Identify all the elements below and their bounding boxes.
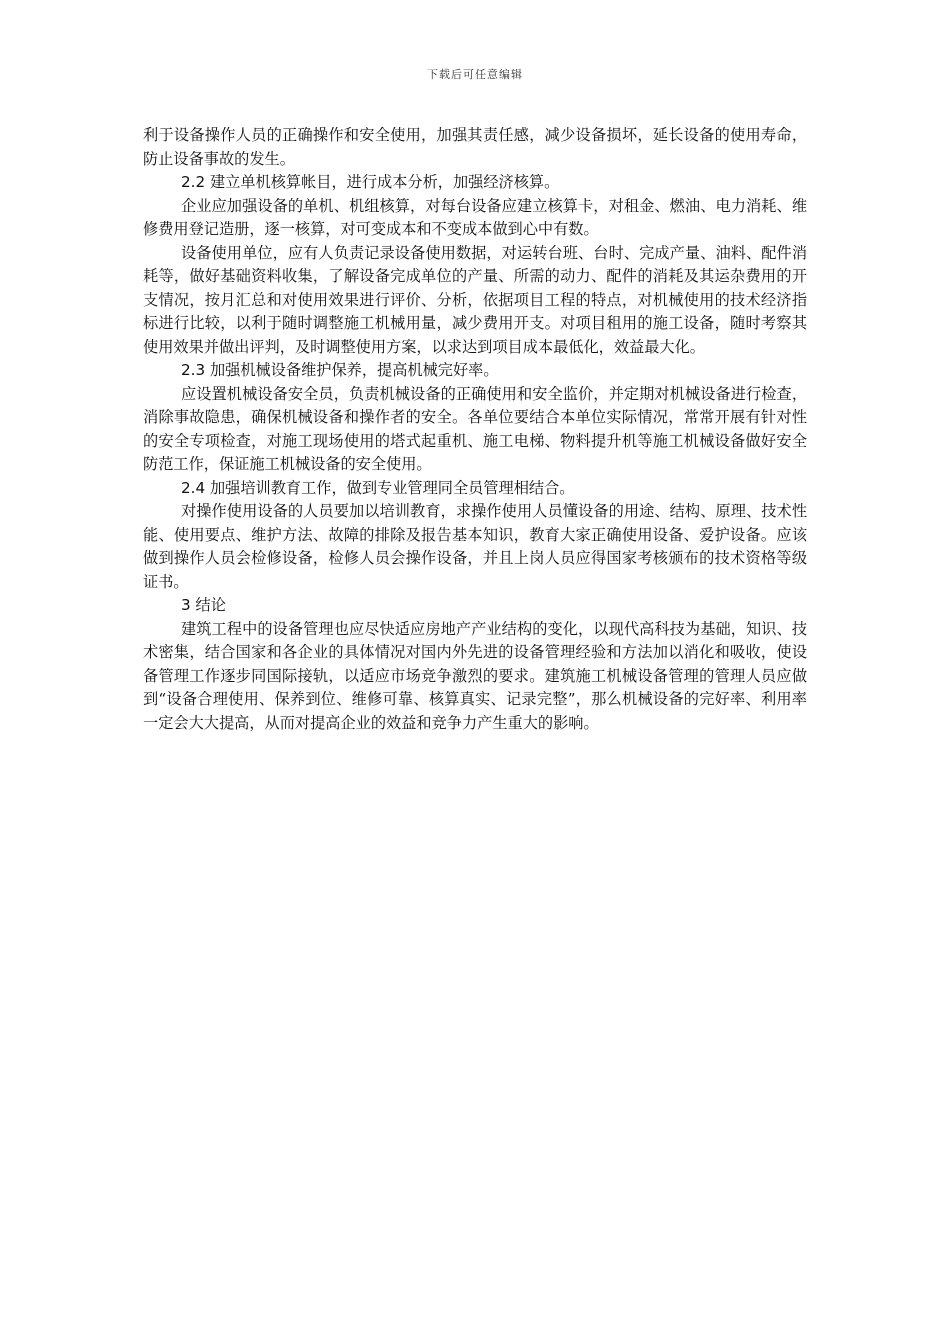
section-number: 2.4 xyxy=(181,478,206,497)
section-number: 2.2 xyxy=(181,173,206,191)
paragraph-unit-accounting: 企业应加强设备的单机、机组核算，对每台设备应建立核算卡，对租金、燃油、电力消耗、维修费用登记造册，逐一核算，对可变成本和不变成本做到心中有数。 xyxy=(143,196,807,238)
section-heading-2-3 xyxy=(143,359,807,383)
section-title: 加强机械设备维护保养，提高机械完好率。 xyxy=(209,361,499,379)
section-title: 结论 xyxy=(195,596,226,614)
paragraph-continuation: 利于设备操作人员的正确操作和安全使用，加强其责任感，减少设备损坏，延长设备的使用寿命，防止设备事故的发生。 xyxy=(143,126,807,168)
section-number: 2.3 xyxy=(181,361,206,379)
paragraph-conclusion: 建筑工程中的设备管理也应尽快适应房地产产业结构的变化，以现代高科技为基础，知识、技术密集，结合国家和各企业的具体情况对国内外先进的设备管理经验和方法加以消化和吸收，使设备管理工作逐步同国际接轨，以适应市场竞争激烈的要求。建筑施工机械设备管理的管理人员应做到“设备合理使用、保养到位、维修可靠、核算真实、记录完整”，那么机械设备的完好率、利用率一定会大大提高，从而对提高企业的效益和竞争力产生重大的影响。 xyxy=(143,619,807,732)
paragraph-training: 对操作使用设备的人员要加以培训教育，求操作使用人员懂设备的用途、结构、原理、技术性能、使用要点、维护方法、故障的排除及报告基本知识，教育大家正确使用设备、爱护设备。应该做到操作人员会检修设备，检修人员会操作设备，并且上岗人员应得国家考核颁布的技术资格等级证书。 xyxy=(143,502,807,591)
section-number: 3 xyxy=(181,596,191,614)
paragraph-safety-officer: 应设置机械设备安全员，负责机械设备的正确使用和安全监价，并定期对机械设备进行检查，消除事故隐患，确保机械设备和操作者的安全。各单位要结合本单位实际情况，常常开展有针对性的安全专项检查，对施工现场使用的塔式起重机、施工电梯、物料提升机等施工机械设备做好安全防范工作，保证施工机械设备的安全使用。 xyxy=(143,384,807,473)
document-body xyxy=(143,124,807,735)
section-heading-2-2 xyxy=(143,171,807,195)
section-heading-3 xyxy=(143,594,807,618)
page-header-note: 下载后可任意编辑 xyxy=(427,68,523,81)
section-title: 建立单机核算帐目，进行成本分析，加强经济核算。 xyxy=(209,173,560,191)
section-title: 加强培训教育工作，做到专业管理同全员管理相结合。 xyxy=(209,478,575,497)
paragraph-usage-records: 设备使用单位，应有人负责记录设备使用数据，对运转台班、台时、完成产量、油料、配件消耗等，做好基础资料收集，了解设备完成单位的产量、所需的动力、配件的消耗及其运杂费用的开支情况，按月汇总和对使用效果进行评价、分析，依据项目工程的特点，对机械使用的技术经济指标进行比较，以利于随时调整施工机械用量，减少费用开支。对项目租用的施工设备，随时考察其使用效果并做出评判，及时调整使用方案，以求达到项目成本最低化，效益最大化。 xyxy=(143,243,807,356)
section-heading-2-4 xyxy=(143,477,807,501)
